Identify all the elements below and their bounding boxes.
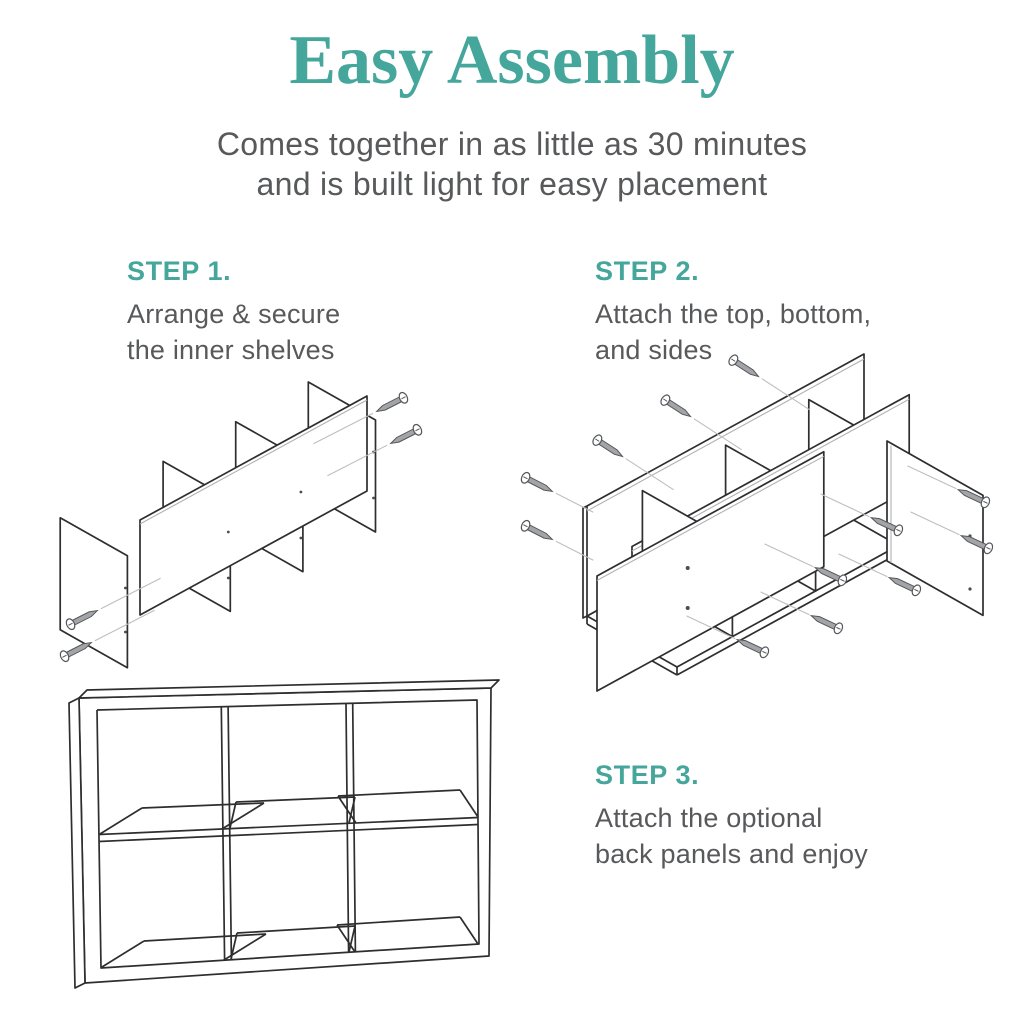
step3-description [595, 801, 1015, 872]
step2-label: STEP 2. [595, 256, 700, 286]
step3-illustration-finished-organizer [35, 668, 515, 1000]
step2-desc-line2: and sides [595, 334, 713, 365]
screw-icon [659, 393, 693, 421]
long-shelf-panel [140, 396, 367, 615]
screw-icon [591, 433, 625, 461]
step1-label: STEP 1. [127, 256, 232, 286]
step3-desc-line1: Attach the optional [595, 803, 823, 833]
step1-description [127, 297, 547, 368]
step1-text-block [127, 256, 547, 368]
step1-desc-line1: Arrange & secure [127, 299, 341, 329]
subtitle-line-1: Comes together in as little as 30 minutes [216, 126, 808, 162]
step1-illustration-exploded-inner-shelves [55, 378, 475, 678]
screw-icon [520, 471, 555, 496]
screw-icon [809, 611, 844, 635]
screw-icon [374, 391, 409, 416]
page-title: Easy Assembly [289, 22, 735, 99]
screw-icon [520, 519, 555, 544]
subtitle-line-2: and is built light for easy placement [256, 166, 768, 203]
screw-icon [727, 353, 761, 381]
step1-desc-line2: the inner shelves [127, 334, 335, 365]
page-subtitle [0, 124, 1024, 205]
screw-icon [735, 635, 770, 659]
step2-desc-line1: Attach the top, bottom, [595, 299, 872, 329]
step2-illustration-exploded-frame [492, 346, 1016, 708]
step3-text-block [595, 760, 1015, 872]
detached-end-panel [60, 518, 127, 668]
screw-icon [388, 423, 423, 448]
step3-label: STEP 3. [595, 760, 700, 790]
step3-desc-line2: back panels and enjoy [595, 838, 868, 869]
